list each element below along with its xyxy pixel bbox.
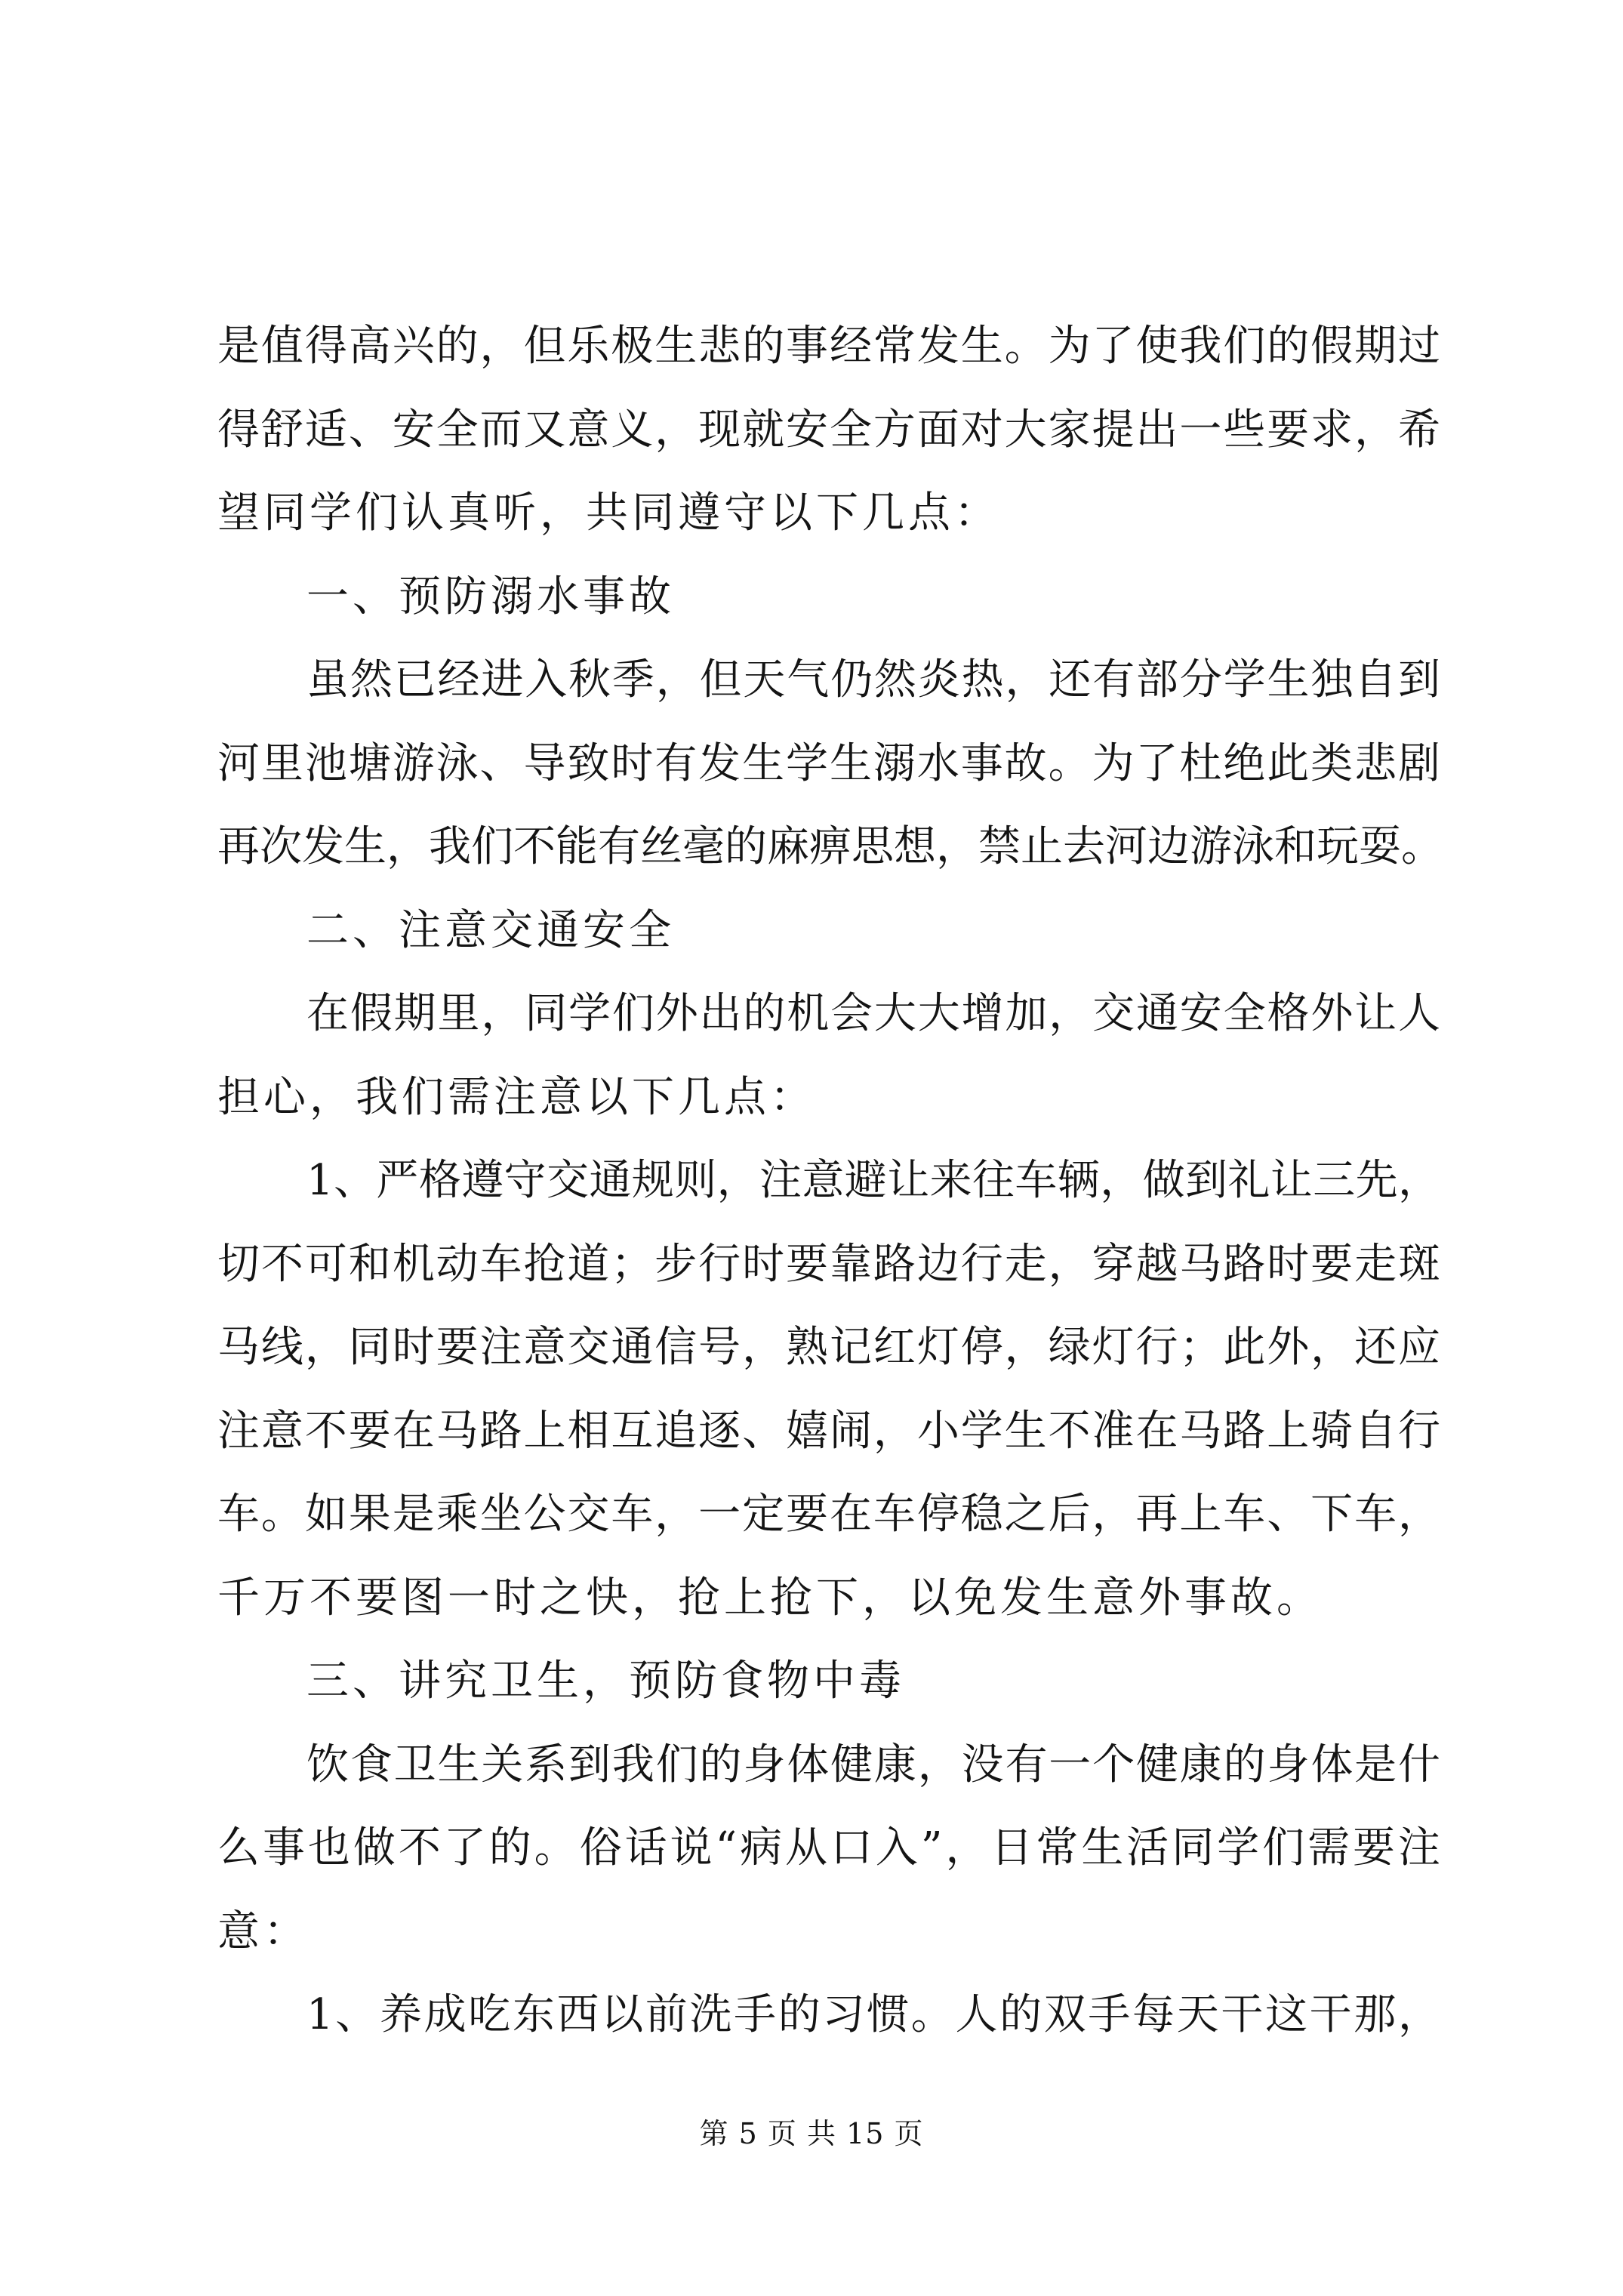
paragraph-line: 河里池塘游泳、导致时有发生学生溺水事故。为了杜绝此类悲剧 [217, 738, 1440, 788]
paragraph-line: 虽然已经进入秋季，但天气仍然炎热，还有部分学生独自到 [306, 655, 1440, 704]
paragraph-line: 马线，同时要注意交通信号，熟记红灯停，绿灯行；此外，还应 [217, 1323, 1440, 1372]
paragraph-line: 注意不要在马路上相互追逐、嬉闹，小学生不准在马路上骑自行 [217, 1406, 1440, 1456]
paragraph-line: 望同学们认真听，共同遵守以下几点： [217, 488, 1000, 538]
paragraph-line: 么事也做不了的。俗话说“病从口入”，日常生活同学们需要注 [217, 1823, 1440, 1872]
paragraph-line: 再次发生，我们不能有丝毫的麻痹思想，禁止去河边游泳和玩耍。 [217, 822, 1443, 871]
paragraph-line: 在假期里，同学们外出的机会大大增加，交通安全格外让人 [306, 989, 1440, 1038]
paragraph-line: 千万不要图一时之快，抢上抢下，以免发生意外事故。 [217, 1573, 1323, 1623]
paragraph-line: 1、严格遵守交通规则，注意避让来往车辆，做到礼让三先， [306, 1156, 1440, 1205]
paragraph-line: 车。如果是乘坐公交车，一定要在车停稳之后，再上车、下车， [217, 1490, 1440, 1539]
paragraph-line: 得舒适、安全而又意义，现就安全方面对大家提出一些要求，希 [217, 405, 1440, 455]
page-number-footer: 第 5 页 共 15 页 [699, 2117, 924, 2150]
paragraph-line: 意： [217, 1906, 310, 1956]
section-heading-2: 二、注意交通安全 [306, 905, 675, 955]
section-heading-3: 三、讲究卫生，预防食物中毒 [306, 1657, 905, 1706]
section-heading-1: 一、预防溺水事故 [306, 572, 675, 621]
document-body [217, 305, 1443, 2057]
paragraph-line: 饮食卫生关系到我们的身体健康，没有一个健康的身体是什 [306, 1740, 1440, 1789]
paragraph-line: 1、养成吃东西以前洗手的习惯。人的双手每天干这干那， [306, 1990, 1440, 2039]
paragraph-line: 是值得高兴的，但乐极生悲的事经常发生。为了使我们的假期过 [217, 322, 1440, 371]
paragraph-line: 担心，我们需注意以下几点： [217, 1072, 816, 1122]
paragraph-line: 切不可和机动车抢道；步行时要靠路边行走，穿越马路时要走斑 [217, 1239, 1440, 1289]
